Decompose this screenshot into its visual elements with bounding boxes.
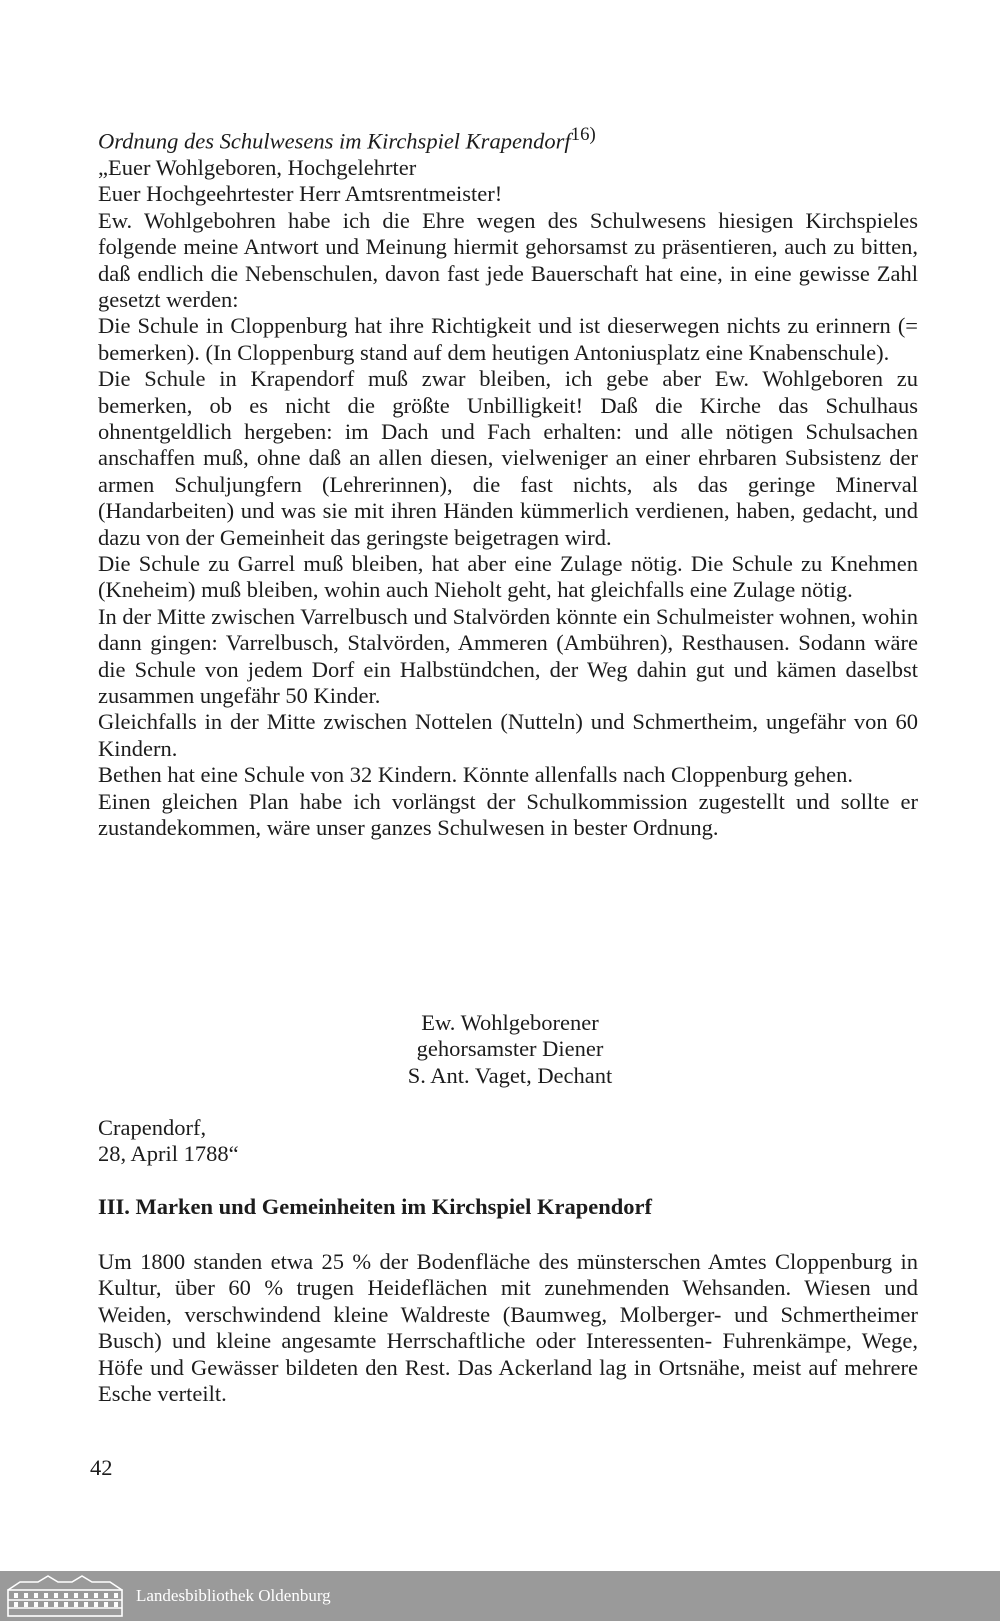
signature-line: Ew. Wohlgeborener (421, 1010, 599, 1035)
signature-line: gehorsamster Diener (416, 1036, 604, 1062)
letter-date: 28, April 1788“ (98, 1141, 239, 1167)
footer-bar (0, 1571, 1000, 1621)
salutation-line-1: „Euer Wohlgeboren, Hochgelehrter (98, 154, 417, 180)
signature-line: S. Ant. Vaget, Dechant (407, 1062, 613, 1088)
letter-place: Crapendorf, (98, 1115, 207, 1140)
library-building-icon (4, 1574, 126, 1618)
section-body (98, 1249, 918, 1407)
letter-paragraph: Einen gleichen Plan habe ich vorlängst der Schulkommission zugestellt und sollte er zustandekommen, wäre unser ganzes Schulwesen in bester Ordnung. (98, 788, 918, 841)
letter-paragraph: Bethen hat eine Schule von 32 Kindern. Könnte allenfalls nach Cloppenburg gehen. (98, 762, 854, 788)
letter-paragraph: Die Schule in Krapendorf muß zwar bleiben, ich gebe aber Ew. Wohlgeboren zu bemerken, ob es nicht die größte Unbilligkeit! Daß die Kirche das Schulhaus ohnentgeldlich hergeben: im Dach und Fach erhalten: und alle nötigen Schulsachen anschaffen muß, ohne daß an allen diesen, vielweniger an einer ehrbaren Subsistenz der armen Schuljungfern (Lehrerinnen), die fast nichts, als das geringe Minerval (Handarbeiten) und was sie mit ihren Händen kümmerlich verdienen, haben, gedacht, und dazu von der Gemeinheit das geringste beigetragen wird. (98, 366, 918, 550)
signature-block (300, 1010, 720, 1089)
letter-paragraph: Ew. Wohlgebohren habe ich die Ehre wegen des Schulwesens hiesigen Kirchspieles folgende meine Antwort und Meinung hiermit gehorsamst zu präsentieren, auch zu bitten, daß endlich die Nebenschulen, davon fast jede Bauerschaft hat eine, in eine gewisse Zahl gesetzt werden: (98, 207, 918, 312)
letter-block (98, 122, 918, 841)
section-heading: III. Marken und Gemeinheiten im Kirchspiel Krapendorf (98, 1194, 652, 1219)
letter-paragraph: Gleichfalls in der Mitte zwischen Nottelen (Nutteln) und Schmertheim, ungefähr von 60 Kindern. (98, 709, 918, 761)
footer-label: Landesbibliothek Oldenburg (136, 1586, 331, 1605)
letter-paragraph: In der Mitte zwischen Varrelbusch und Stalvörden könnte ein Schulmeister wohnen, wohin dann gingen: Varrelbusch, Stalvörden, Ammeren (Ambühren), Resthausen. Sodann wäre die Schule von jedem Dorf ein Halbstündchen, der Weg dahin gut und kämen daselbst zusammen ungefähr 50 Kinder. (98, 603, 918, 709)
letter-paragraph: Die Schule zu Garrel muß bleiben, hat aber eine Zulage nötig. Die Schule zu Knehmen (Kneheim) muß bleiben, wohin auch Nieholt geht, hat gleichfalls eine Zulage nötig. (98, 551, 918, 603)
letter-title: Ordnung des Schulwesens im Kirchspiel Krapendorf$^{16)}$ (98, 124, 596, 154)
page-number: 42 (90, 1455, 113, 1480)
place-date-block (98, 1115, 239, 1168)
salutation-line-2: Euer Hochgeehrtester Herr Amtsrentmeister! (98, 181, 503, 207)
letter-paragraph: Die Schule in Cloppenburg hat ihre Richtigkeit und ist dieserwegen nichts zu erinnern (= bemerken). (In Cloppenburg stand auf dem heutigen Antoniusplatz eine Knabenschule). (98, 313, 918, 365)
section-paragraph: Um 1800 standen etwa 25 % der Bodenfläche des münsterschen Amtes Cloppenburg in Kultur, über 60 % trugen Heideflächen mit zunehmenden Wehsanden. Wiesen und Weiden, verschwindend kleine Waldreste (Baumweg, Molberger- und Schmertheimer Busch) und kleine angesamte Herrschaftliche oder Interessenten- Fuhrenkämpe, Wege, Höfe und Gewässer bildeten den Rest. Das Ackerland lag in Ortsnähe, meist auf mehrere Esche verteilt. (98, 1249, 918, 1407)
footnote-marker: 16) (570, 124, 596, 145)
